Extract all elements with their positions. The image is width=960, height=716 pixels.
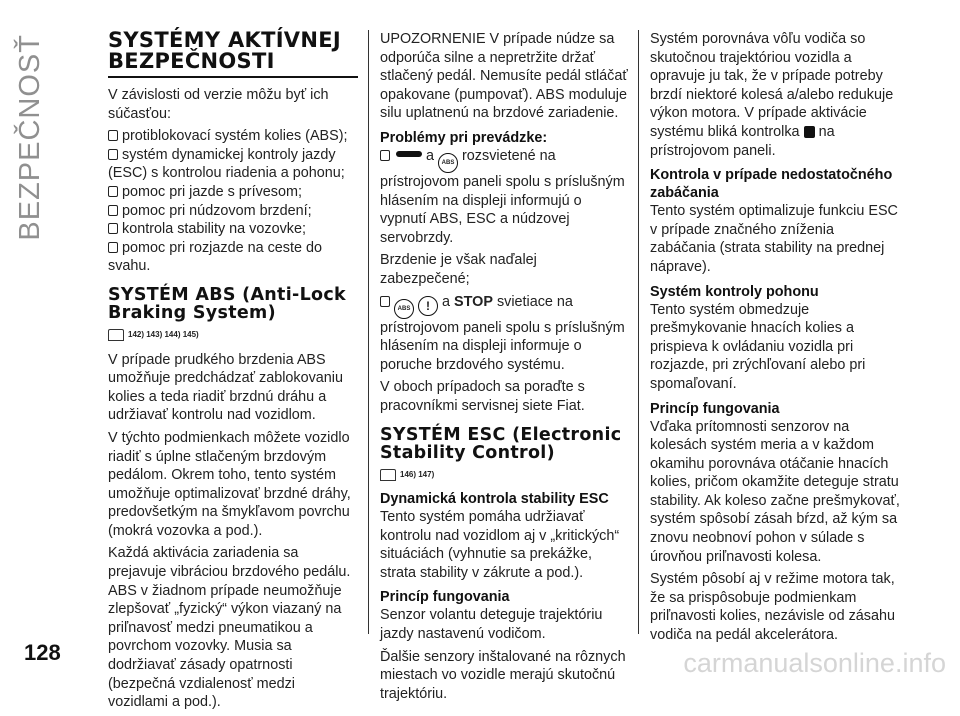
paragraph: Každá aktivácia zariadenia sa prejavuje vibráciou brzdového pedálu. ABS v žiadnom prípade neumožňuje zlepšovať „fyzický“ výkon viazaný na priľnavosť medzi pneumatikou a povrchom vozovky. Musia sa dodržiavať zásady opatrnosti (bezpečná vzdialenosť medzi vozidlami a pod.).	[108, 545, 351, 711]
paragraph: Tento systém optimalizuje funkciu ESC v prípade značného zníženia zabáčania (strata stability na prednej náprave).	[650, 203, 898, 275]
subsection-title: Kontrola v prípade nedostatočného zabáčania	[650, 167, 893, 202]
paragraph: V oboch prípadoch sa poraďte s pracovníkmi servisnej siete Fiat.	[380, 379, 585, 414]
column-3	[650, 30, 900, 649]
page-number: 128	[24, 640, 61, 665]
bullet-icon	[380, 296, 390, 307]
paragraph: Tento systém pomáha udržiavať kontrolu nad vozidlom aj v „kritických“ situáciách (vyhnutie sa prekážke, strata stability v zákrute a pod.).	[380, 509, 620, 581]
bullet-icon	[380, 150, 390, 161]
column-divider	[638, 30, 639, 634]
esc-section-title: SYSTÉM ESC (Electronic Stability Control)	[380, 424, 622, 463]
esc-warning-icon	[804, 126, 815, 138]
warning-refs: 146) 147)	[380, 466, 630, 485]
subsection-title: Systém kontroly pohonu	[650, 283, 819, 300]
subsection-title: Princíp fungovania	[380, 589, 510, 606]
bullet-icon	[108, 149, 118, 160]
section-title: SYSTÉMY AKTÍVNEJ BEZPEČNOSTI	[108, 30, 358, 78]
warning-refs: 142) 143) 144) 145)	[108, 326, 358, 345]
column-2	[380, 30, 630, 707]
paragraph: Systém porovnáva vôľu vodiča so skutočnou trajektóriou vozidla a opravuje ju tak, že v prípade potreby brzdí niektoré kolesá a/alebo redukuje výkon motora. V prípade aktivácie systému bliká kontrolka na prístrojovom paneli.	[650, 31, 894, 159]
list-item: pomoc pri núdzovom brzdení;	[108, 202, 358, 221]
bullet-icon	[108, 130, 118, 141]
bullet-icon	[108, 186, 118, 197]
list-item: pomoc pri rozjazde na ceste do svahu.	[108, 239, 322, 275]
subsection-title: Dynamická kontrola stability ESC	[380, 491, 609, 508]
paragraph: Senzor volantu deteguje trajektóriu jazdy nastavenú vodičom.	[380, 607, 603, 643]
bullet-icon	[108, 242, 118, 253]
paragraph: V prípade prudkého brzdenia ABS umožňuje predchádzať zablokovaniu kolies a teda riadiť brzdnú dráhu a udržiavať kontrolu nad vozidlom.	[108, 351, 344, 424]
warning-text: UPOZORNENIE V prípade núdze sa odporúča silne a nepretržite držať stlačený pedál. Nemusíte pedál stláčať opakovane (pumpovať). ABS moduluje silu uplatnenú na brzdové zariadenie.	[380, 31, 628, 122]
list-item: protiblokovací systém kolies (ABS);	[108, 127, 358, 146]
bullet-icon	[108, 223, 118, 234]
abs-section-title: SYSTÉM ABS (Anti-Lock Braking System)	[108, 284, 346, 323]
section-side-label: BEZPEČNOSŤ	[14, 34, 46, 241]
book-icon	[108, 329, 124, 341]
paragraph: Tento systém obmedzuje prešmykovanie hnacích kolies a prispieva k ovládaniu vozidla pri rozjazde, pri zrýchľovaní alebo pri spomaľovaní.	[650, 301, 866, 392]
brake-warning-icon: !	[418, 296, 438, 316]
wrench-icon	[396, 151, 422, 157]
feature-list	[108, 127, 358, 276]
bullet-icon	[108, 205, 118, 216]
problem-2: Brzdenie je však naďalej zabezpečené;	[380, 252, 537, 287]
list-item: kontrola stability na vozovke;	[108, 220, 358, 239]
paragraph: Ďalšie senzory inštalované na rôznych miestach vo vozidle merajú skutočnú trajektóriu.	[380, 648, 626, 702]
paragraph: Systém pôsobí aj v režime motora tak, že sa prispôsobuje podmienkam priľnavosti kolies, nezávisle od zásahu vodiča na pedál akcelerátora.	[650, 571, 895, 644]
column-divider	[368, 30, 369, 634]
abs-warning-icon: ABS	[394, 299, 414, 319]
watermark: carmanualsonline.info	[683, 648, 946, 678]
problems-title: Problémy pri prevádzke:	[380, 129, 548, 146]
list-item: pomoc pri jazde s prívesom;	[108, 183, 358, 202]
book-icon	[380, 469, 396, 481]
intro-text: V závislosti od verzie môžu byť ich súčasťou:	[108, 87, 329, 122]
column-1	[108, 30, 358, 716]
paragraph: Vďaka prítomnosti senzorov na kolesách systém meria a v každom okamihu porovnáva otáčanie hnacích kolies, pričom okamžite deteguje stratu stability. Ak koleso začne prešmykovať, systém spôsobí zásah bŕzd, až kým sa znovu neobnoví pohon v súlade s úrovňou priľnavosti kolesa.	[650, 418, 900, 565]
list-item: systém dynamickej kontroly jazdy (ESC) s kontrolou riadenia a pohonu;	[108, 146, 345, 182]
problem-1: a ABS rozsvietené na prístrojovom paneli spolu s príslušným hlásením na displeji informujú o vypnutí ABS, ESC a núdzovej servobrzdy.	[380, 147, 625, 246]
subsection-title: Princíp fungovania	[650, 400, 780, 417]
paragraph: V týchto podmienkach môžete vozidlo riadiť s úplne stlačeným brzdovým pedálom. Okrem toho, tento systém umožňuje optimalizovať brzdné dráhy, predovšetkým na šmykľavom povrchu (mokrá vozovka a pod.).	[108, 429, 351, 539]
problem-3: ABS ! a STOP svietiace na prístrojovom paneli spolu s príslušným hlásením na displeji informuje o poruche brzdového systému.	[380, 293, 625, 373]
abs-warning-icon: ABS	[438, 153, 458, 173]
